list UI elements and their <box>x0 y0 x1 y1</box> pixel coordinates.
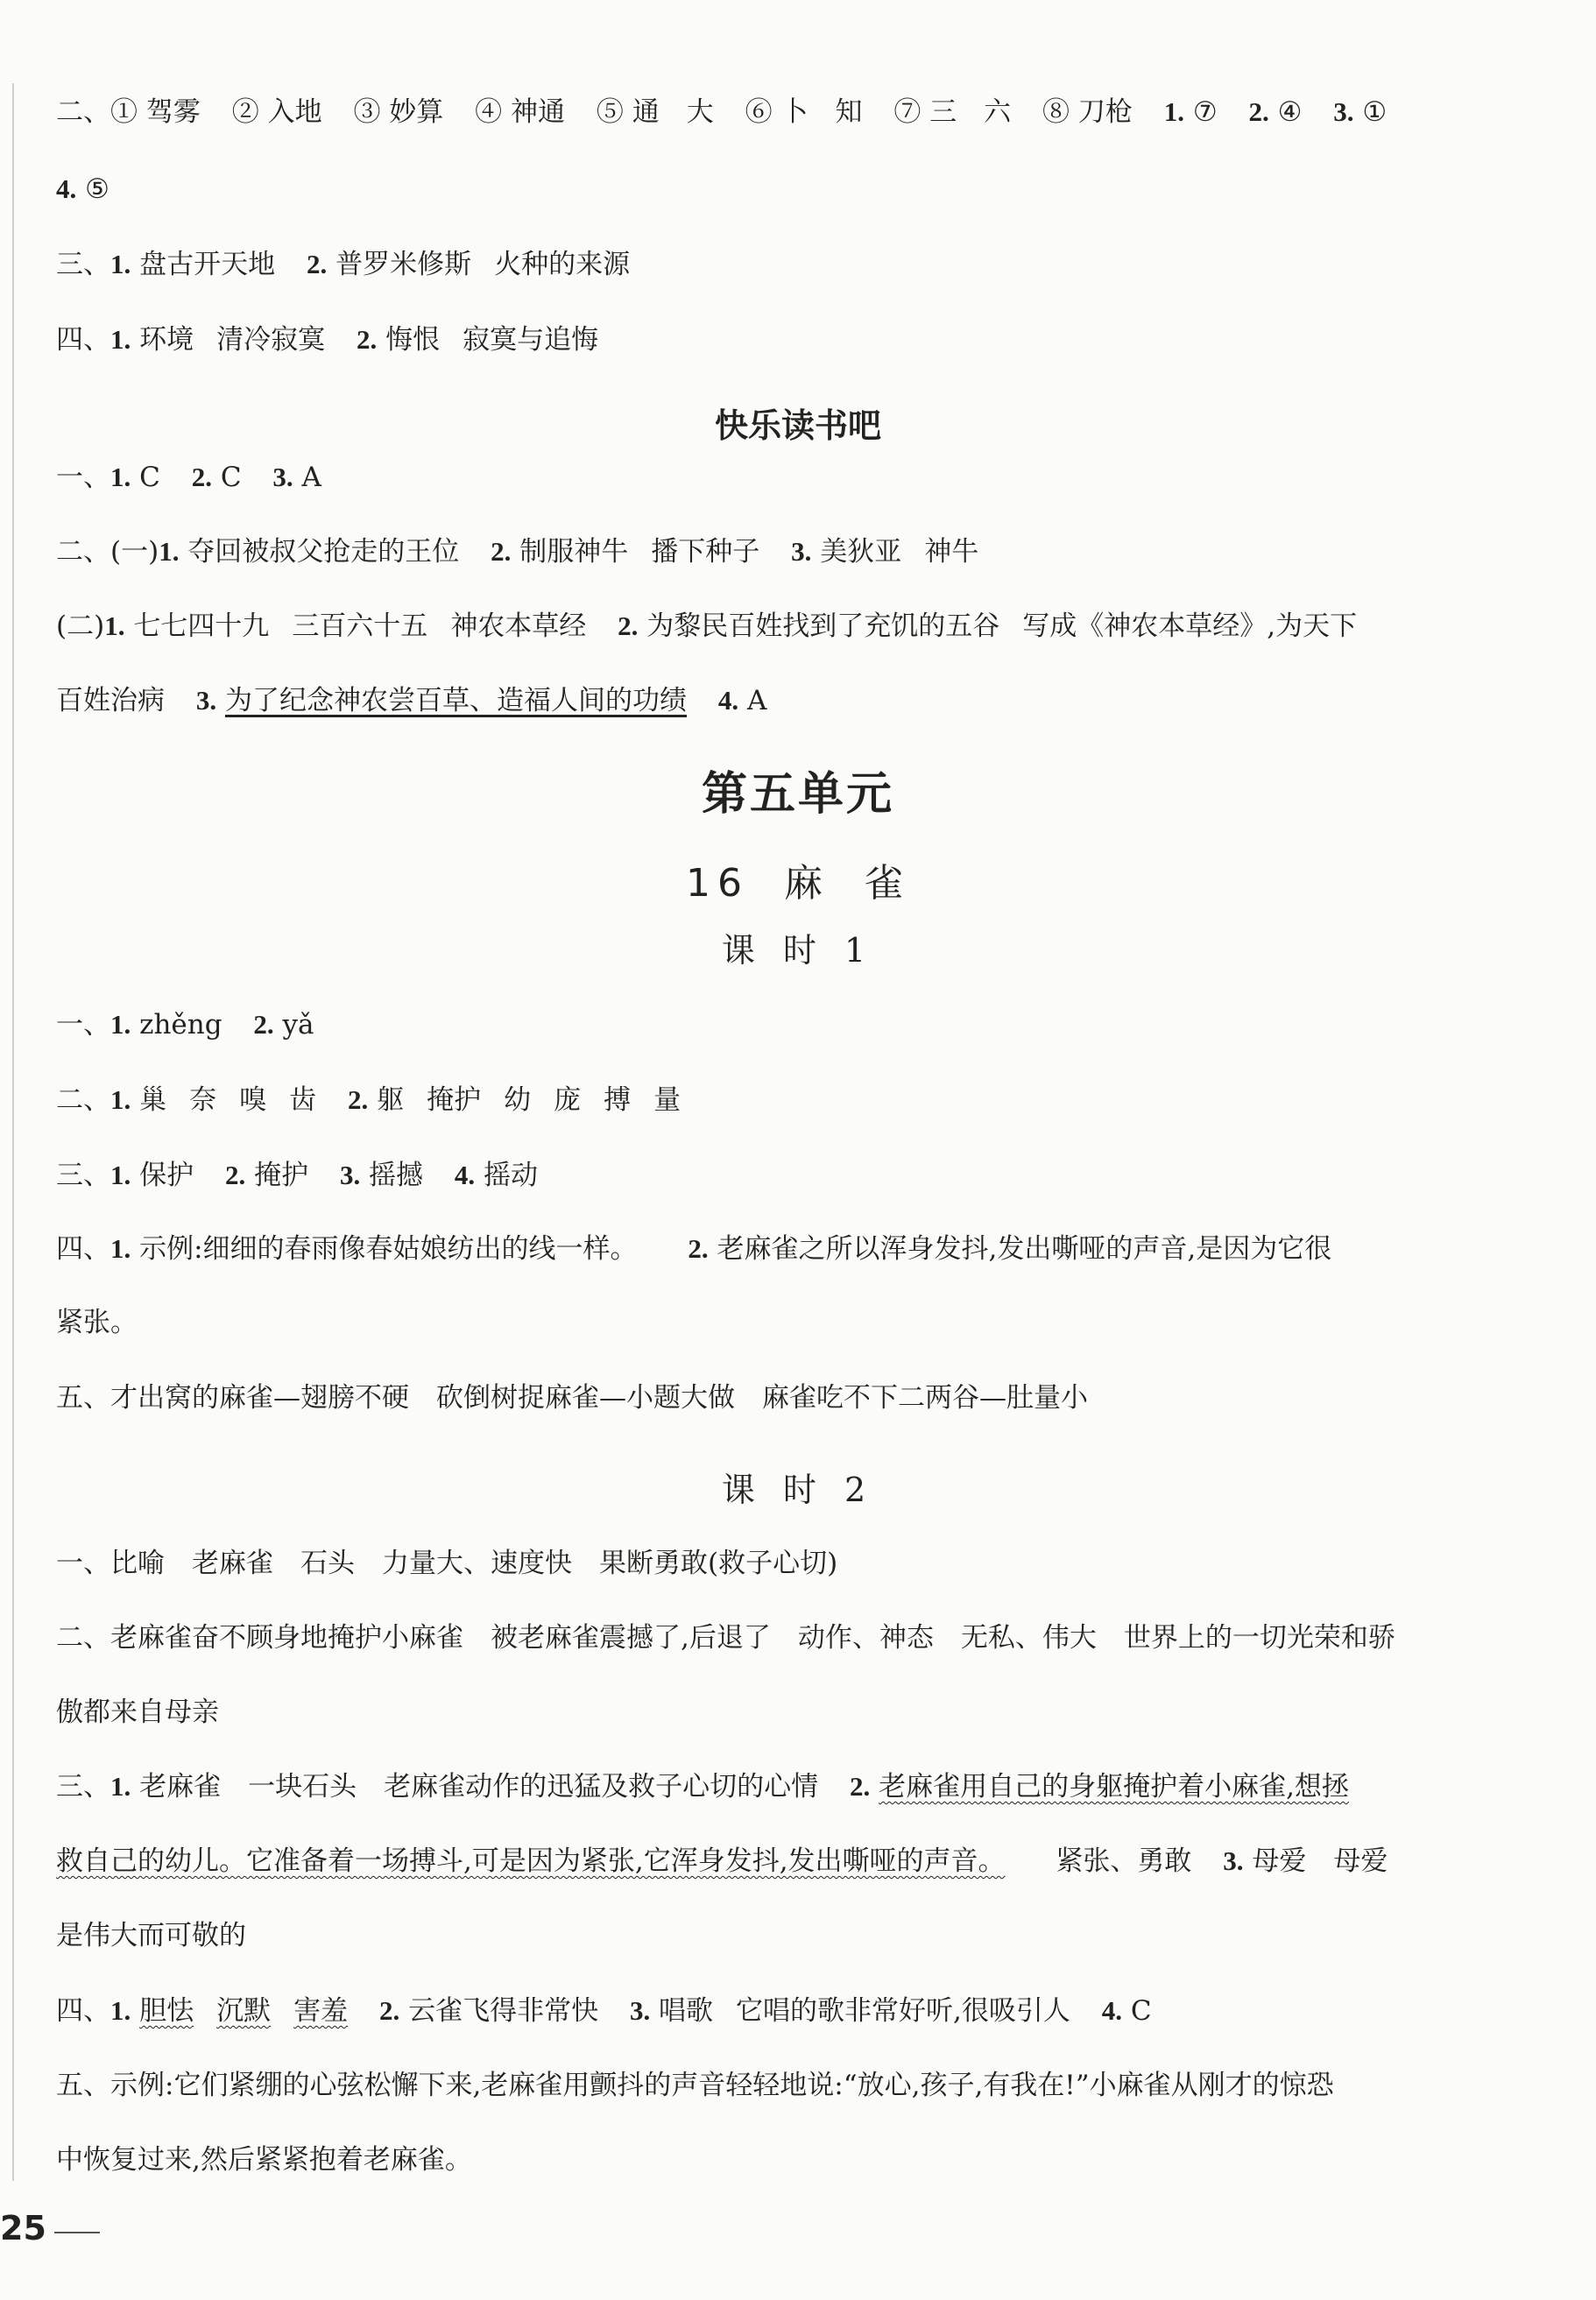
p1-line-2: 二、1. 巢 奈 嗅 齿 2. 躯 掩护 幼 庞 搏 量 <box>56 1084 681 1116</box>
p2-line-4: 四、1. 胆怯 沉默 害羞 2. 云雀飞得非常快 3. 唱歌 它唱的歌非常好听,很吸引人 4. C <box>56 1995 1152 2027</box>
answer-line-4: 四、1. 环境 清冷寂寞 2. 悔恨 寂寞与追悔 <box>56 324 599 356</box>
answer-line-2-cont: 4. ⑤ <box>56 173 109 205</box>
p2-line-2: 二、老麻雀奋不顾身地掩护小麻雀 被老麻雀震撼了,后退了 动作、神态 无私、伟大 世界上的一切光荣和骄 <box>56 1622 1395 1654</box>
footer-rule <box>54 2232 100 2233</box>
reading-line-2: 二、(一)1. 夺回被叔父抢走的王位 2. 制服神牛 播下种子 3. 美狄亚 神牛 <box>56 536 979 568</box>
lesson-title: 16 麻 雀 <box>686 861 910 906</box>
reading-line-4: 百姓治病 3. 为了纪念神农尝百草、造福人间的功绩 4. A <box>56 685 767 716</box>
p1-line-4: 四、1. 示例:细细的春雨像春姑娘纺出的线一样。 2. 老麻雀之所以浑身发抖,发出嘶哑的声音,是因为它很 <box>56 1233 1332 1265</box>
section-title-reading: 快乐读书吧 <box>714 406 881 445</box>
p2-line-3-cont: 救自己的幼儿。它准备着一场搏斗,可是因为紧张,它浑身发抖,发出嘶哑的声音。 紧张、勇敢 3. 母爱 母爱 <box>56 1845 1388 1877</box>
answer-line-2: 二、① 驾雾 ② 入地 ③ 妙算 ④ 神通 ⑤ 通 大 ⑥ 卜 知 ⑦ 三 六 ⑧ 刀枪 1. ⑦ 2. ④ 3. ① <box>56 96 1388 128</box>
p1-line-1: 一、1. zhěng 2. yǎ <box>56 1009 314 1041</box>
p2-line-5: 五、示例:它们紧绷的心弦松懈下来,老麻雀用颤抖的声音轻轻地说:“放心,孩子,有我在!”小麻雀从刚才的惊恐 <box>56 2070 1334 2101</box>
page-number: 25 <box>0 2209 46 2247</box>
answer-line-3: 三、1. 盘古开天地 2. 普罗米修斯 火种的来源 <box>56 249 631 280</box>
p1-line-5: 五、才出窝的麻雀—翅膀不硬 砍倒树捉麻雀—小题大做 麻雀吃不下二两谷—肚量小 <box>56 1382 1088 1414</box>
period-1-title: 课 时 1 <box>721 931 875 970</box>
reading-line-1: 一、1. C 2. C 3. A <box>56 462 321 493</box>
period-2-title: 课 时 2 <box>721 1471 875 1509</box>
reading-line-3: (二)1. 七七四十九 三百六十五 神农本草经 2. 为黎民百姓找到了充饥的五谷 写成《神农本草经》,为天下 <box>56 610 1358 642</box>
p1-line-3: 三、1. 保护 2. 掩护 3. 摇撼 4. 摇动 <box>56 1160 539 1191</box>
p2-line-3-cont2: 是伟大而可敬的 <box>56 1920 246 1951</box>
p2-line-2-cont: 傲都来自母亲 <box>56 1697 219 1728</box>
p2-line-5-cont: 中恢复过来,然后紧紧抱着老麻雀。 <box>56 2144 472 2176</box>
p1-line-4-cont: 紧张。 <box>56 1307 138 1338</box>
p2-line-3: 三、1. 老麻雀 一块石头 老麻雀动作的迅猛及救子心切的心情 2. 老麻雀用自己的身躯掩护着小麻雀,想拯 <box>56 1771 1349 1803</box>
unit-title: 第五单元 <box>701 768 894 821</box>
p2-line-1: 一、比喻 老麻雀 石头 力量大、速度快 果断勇敢(救子心切) <box>56 1548 838 1579</box>
